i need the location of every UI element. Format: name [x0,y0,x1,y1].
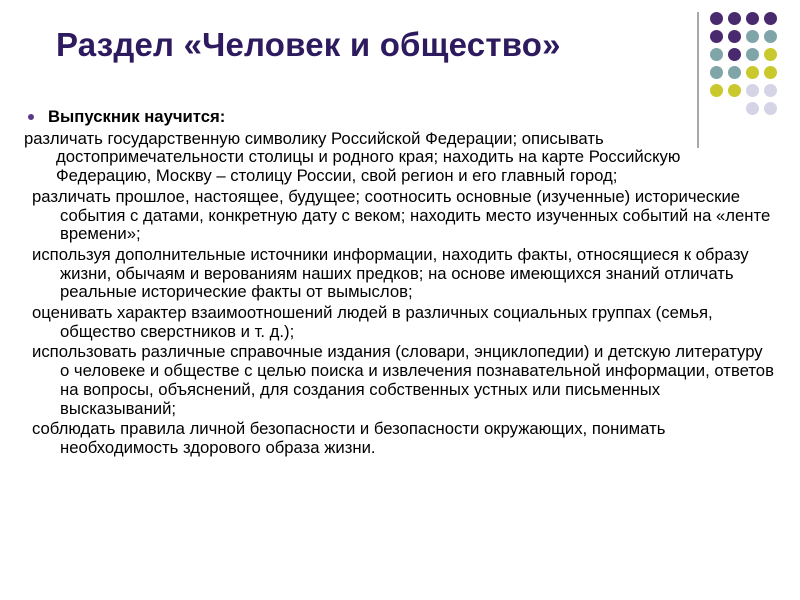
decor-dot [764,48,777,61]
decor-dot [728,66,741,79]
decor-dot [728,48,741,61]
paragraph-4: оценивать характер взаимоотношений людей в различных социальных группах (семья, общество сверстников и т. д.); [32,303,713,341]
decor-dot [710,12,723,25]
decor-dot [710,84,723,97]
decor-dot [728,12,741,25]
decor-dot [746,48,759,61]
decor-dot [710,66,723,79]
paragraph-5: использовать различные справочные издания (словари, энциклопедии) и детскую литературу о человеке и обществе с целью поиска и извлечения познавательной информации, ответов на вопросы, объяснений, для создания собственных устных или письменных высказываний; [32,342,774,418]
slide-title: Раздел «Человек и общество» [56,26,561,63]
paragraph-1: различать государственную символику Российской Федерации; описывать достопримечательности столицы и родного края; находить на карте Российскую Федерацию, Москву – столицу России, свой регион и его главный город; [24,128,681,186]
paragraph-3: используя дополнительные источники информации, находить факты, относящиеся к образу жизни, обычаям и верованиям наших предков; на основе имеющихся знаний отличать реальные исторические факты от вымыслов; [32,244,749,302]
decor-dot [728,30,741,43]
decor-dot [764,84,777,97]
decor-dot [746,84,759,97]
decor-dot [746,12,759,25]
decor-dot [710,30,723,43]
bullet-heading [24,108,774,127]
decor-dot [746,30,759,43]
decor-dot [764,12,777,25]
decor-dot [728,84,741,97]
decor-dot [710,48,723,61]
bullet-dot-icon [28,114,34,120]
decor-dot [746,66,759,79]
decor-dot [764,66,777,79]
paragraph-2: различать прошлое, настоящее, будущее; соотносить основные (изученные) исторические события с датами, конкретную дату с веком; находить место изученных событий на «ленте времени»; [32,186,771,244]
paragraph-6: соблюдать правила личной безопасности и безопасности окружающих, понимать необходимость здорового образа жизни. [32,419,666,457]
slide-body [24,108,774,460]
heading-text: Выпускник научится: [48,107,226,126]
decor-dot [764,30,777,43]
